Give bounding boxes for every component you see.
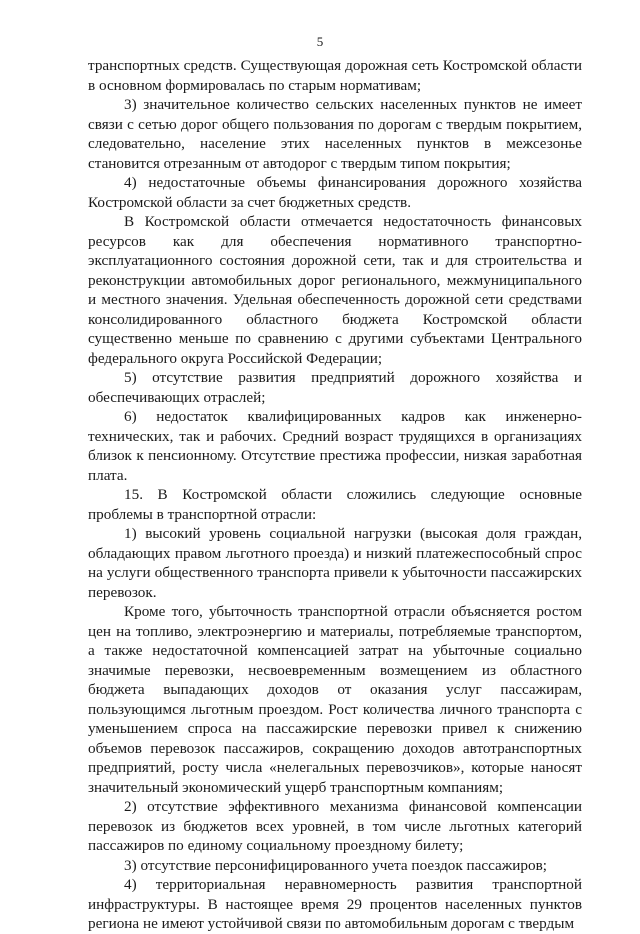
paragraph-item-1-transport: 1) высокий уровень социальной нагрузки (высокая доля граждан, обладающих правом льготного проезда) и низкий платежеспособный спрос на услуги общественного транспорта привели к убыточности пассажирских перевозок. <box>88 525 582 601</box>
paragraph-item-3-transport: 3) отсутствие персонифицированного учета поездок пассажиров; <box>124 856 547 874</box>
body-text <box>88 56 582 934</box>
paragraph-item-4-transport: 4) территориальная неравномерность развития транспортной инфраструктуры. В настоящее время 29 процентов населенных пунктов региона не имеют устойчивой связи по автомобильным дорогам с твердым <box>88 876 582 932</box>
page-number: 5 <box>316 34 324 49</box>
paragraph-funding: В Костромской области отмечается недостаточность финансовых ресурсов как для обеспечения нормативного транспортно-эксплуатационного состояния дорожной сети, так и для строительства и реконструкции автомобильных дорог регионального, межмуниципального и местного значения. Удельная обеспеченность дорожной сети средствами консолидированного областного бюджета Костромской области существенно меньше по сравнению с другими субъектами Центрального федерального округа Российской Федерации; <box>88 213 582 367</box>
paragraph-item-5-roads: 5) отсутствие развития предприятий дорожного хозяйства и обеспечивающих отраслей; <box>88 369 582 406</box>
paragraph-item-6-roads: 6) недостаток квалифицированных кадров как инженерно-технических, так и рабочих. Средний возраст трудящихся в организациях близок к пенсионному. Отсутствие престижа профессии, низкая заработная плата. <box>88 408 582 484</box>
paragraph-item-4-roads: 4) недостаточные объемы финансирования дорожного хозяйства Костромской области за счет бюджетных средств. <box>88 174 582 211</box>
paragraph-item-3-roads: 3) значительное количество сельских населенных пунктов не имеет связи с сетью дорог общего пользования по дорогам с твердым покрытием, следовательно, население этих населенных пунктов в межсезонье становится отрезанным от автодорог с твердым типом покрытия; <box>88 96 582 172</box>
paragraph-item-2-transport: 2) отсутствие эффективного механизма финансовой компенсации перевозок из бюджетов всех уровней, в том числе льготных категорий пассажиров по единому социальному проездному билету; <box>88 798 582 854</box>
paragraph-section-15: 15. В Костромской области сложились следующие основные проблемы в транспортной отрасли: <box>88 486 582 523</box>
paragraph-unprofitability: Кроме того, убыточность транспортной отрасли объясняется ростом цен на топливо, электроэнергию и материалы, потребляемые транспортом, а также недостаточной компенсацией затрат на убыточные социально значимые перевозки, несвоевременным возмещением из областного бюджета выпадающих доходов от оказания услуг пассажирам, пользующимся льготным проездом. Рост количества личного транспорта с уменьшением спроса на пассажирские перевозки привел к снижению объемов перевозок пассажиров, сокращению доходов автотранспортных предприятий, росту числа «нелегальных перевозчиков», которые наносят значительный экономический ущерб транспортным компаниям; <box>88 603 582 796</box>
paragraph-continuation: транспортных средств. Существующая дорожная сеть Костромской области в основном формировалась по старым нормативам; <box>88 57 582 94</box>
